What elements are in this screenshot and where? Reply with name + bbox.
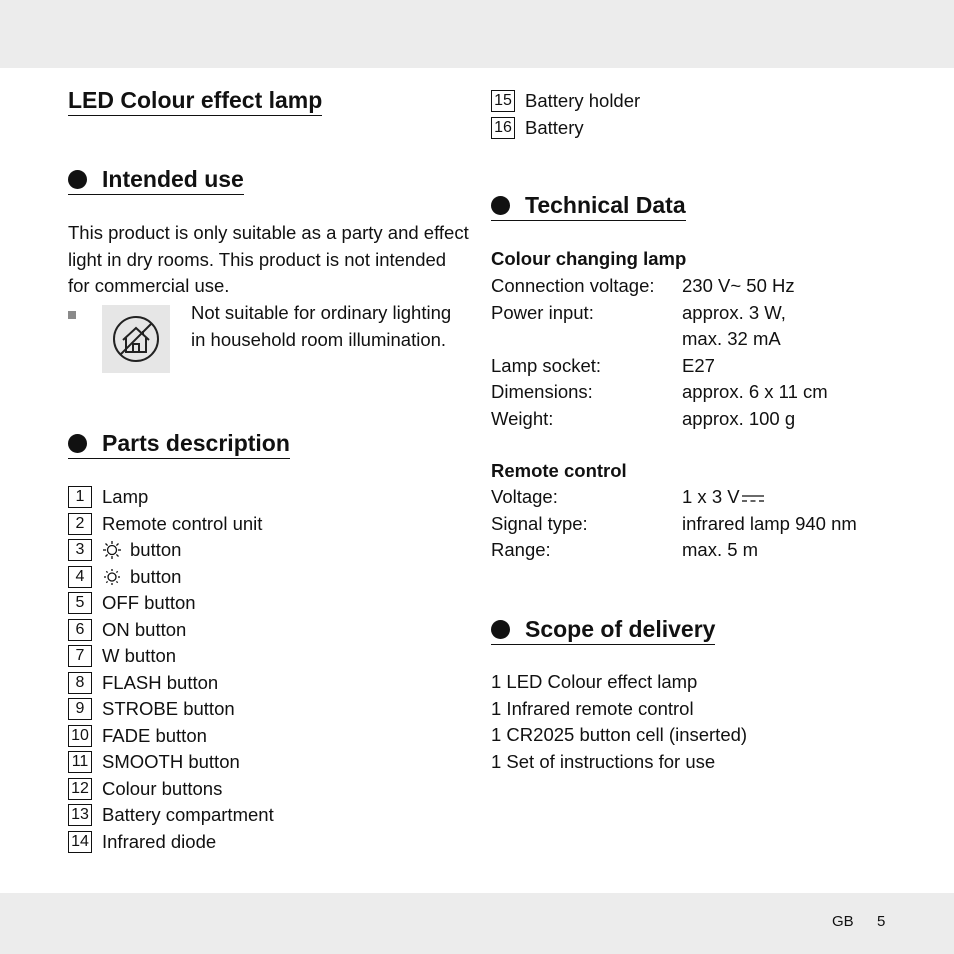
- spec-row: [491, 406, 828, 433]
- part-number: 8: [68, 672, 92, 694]
- scope-heading: [491, 615, 715, 645]
- spec-label: Weight:: [491, 407, 554, 429]
- part-label: Remote control unit: [102, 512, 263, 534]
- spec-label: Voltage:: [491, 486, 558, 507]
- spec-row: [491, 537, 857, 564]
- part-label: Battery holder: [525, 90, 641, 112]
- part-number: 16: [491, 117, 515, 139]
- list-item: [68, 723, 274, 750]
- spec-row: [491, 353, 828, 380]
- parts-list-continued: [491, 88, 640, 141]
- part-number: 7: [68, 645, 92, 667]
- lamp-specs: [491, 273, 828, 432]
- part-label: Battery: [525, 116, 584, 138]
- part-label: Battery compartment: [102, 804, 274, 826]
- spec-label: Signal type:: [491, 512, 588, 534]
- part-label: W button: [102, 645, 177, 667]
- scope-heading-text: Scope of delivery: [525, 616, 716, 642]
- part-number: 6: [68, 619, 92, 641]
- spec-label: Range:: [491, 539, 551, 560]
- country-code: GB: [832, 913, 854, 930]
- bullet-dot: [68, 170, 87, 189]
- spec-value: E27: [682, 354, 715, 376]
- spec-value: 230 V~ 50 Hz: [682, 275, 795, 296]
- part-number: 12: [68, 778, 92, 800]
- list-item: [491, 115, 640, 142]
- part-label: button: [130, 565, 182, 587]
- list-item: [491, 88, 640, 115]
- spec-row: [491, 326, 828, 353]
- part-number: 13: [68, 804, 92, 826]
- list-item: [68, 802, 274, 829]
- list-item: [68, 590, 274, 617]
- part-number: 10: [68, 725, 92, 747]
- part-label: Infrared diode: [102, 830, 217, 852]
- part-number: 11: [68, 751, 92, 773]
- part-number: 2: [68, 513, 92, 535]
- spec-value: approx. 6 x 11 cm: [682, 381, 828, 402]
- part-label: button: [130, 539, 182, 561]
- scope-list: [491, 669, 747, 775]
- spec-value: approx. 3 W,: [682, 301, 786, 323]
- spec-value: infrared lamp 940 nm: [682, 512, 857, 534]
- brightness-down-icon: [102, 567, 122, 587]
- part-number: 9: [68, 698, 92, 720]
- spec-label: Power input:: [491, 301, 594, 323]
- dc-symbol-icon: [741, 484, 765, 494]
- list-item: 1 Infrared remote control: [491, 697, 694, 719]
- part-label: SMOOTH button: [102, 751, 240, 773]
- list-item: [68, 749, 274, 776]
- bullet-dot: [491, 196, 510, 215]
- list-item: 1 LED Colour effect lamp: [491, 671, 698, 692]
- paragraph-line: This product is only suitable as a party and effect: [68, 222, 469, 243]
- part-label: FLASH button: [102, 671, 219, 693]
- bottom-band: [0, 893, 954, 954]
- parts-heading-text: Parts description: [102, 430, 290, 456]
- list-item: [68, 564, 274, 591]
- spec-label: Dimensions:: [491, 381, 593, 402]
- paragraph-line: for commercial use.: [68, 275, 230, 296]
- spec-row: [491, 484, 857, 511]
- part-number: 14: [68, 831, 92, 853]
- spec-row: [491, 511, 857, 538]
- list-item: [68, 617, 274, 644]
- intended-use-heading-text: Intended use: [102, 166, 244, 192]
- list-item: [68, 537, 274, 564]
- list-item: [68, 643, 274, 670]
- intended-use-heading: [68, 165, 244, 195]
- spec-row: [491, 273, 828, 300]
- brightness-up-icon: [102, 540, 122, 560]
- list-item: [68, 484, 274, 511]
- bullet-dot: [68, 434, 87, 453]
- intended-use-paragraph: [68, 220, 469, 300]
- list-item: [68, 511, 274, 538]
- spec-label: Connection voltage:: [491, 275, 655, 296]
- part-label: Colour buttons: [102, 777, 223, 799]
- spec-label: Lamp socket:: [491, 354, 602, 376]
- list-item: [68, 829, 274, 856]
- page-title: LED Colour effect lamp: [68, 86, 322, 116]
- technical-data-heading: [491, 191, 686, 221]
- part-number: 15: [491, 90, 515, 112]
- list-item: 1 Set of instructions for use: [491, 750, 716, 772]
- part-label: Lamp: [102, 486, 149, 508]
- top-band: [0, 0, 954, 68]
- part-label: STROBE button: [102, 698, 235, 720]
- spec-label: [491, 326, 682, 353]
- no-household-lighting-icon: [102, 305, 170, 373]
- warning-line: Not suitable for ordinary lighting: [191, 302, 452, 323]
- remote-subheading: Remote control: [491, 460, 627, 481]
- warning-line: in household room illumination.: [191, 328, 447, 350]
- technical-data-heading-text: Technical Data: [525, 192, 686, 218]
- part-number: 5: [68, 592, 92, 614]
- part-label: OFF button: [102, 592, 196, 614]
- list-item: [68, 776, 274, 803]
- part-number: 4: [68, 566, 92, 588]
- warning-text: [191, 300, 451, 353]
- lamp-subheading: Colour changing lamp: [491, 248, 687, 269]
- bullet-dot: [491, 620, 510, 639]
- parts-heading: [68, 429, 290, 459]
- list-item: [68, 696, 274, 723]
- page-number: 5: [877, 913, 886, 930]
- part-label: ON button: [102, 618, 187, 640]
- spec-value: max. 32 mA: [682, 328, 781, 349]
- spec-value: approx. 100 g: [682, 407, 796, 429]
- remote-specs: [491, 484, 857, 564]
- square-bullet: [68, 311, 76, 319]
- part-number: 1: [68, 486, 92, 508]
- paragraph-line: light in dry rooms. This product is not intended: [68, 248, 447, 270]
- part-label: FADE button: [102, 724, 207, 746]
- spec-row: [491, 300, 828, 327]
- spec-value: max. 5 m: [682, 539, 759, 560]
- list-item: [68, 670, 274, 697]
- list-item: 1 CR2025 button cell (inserted): [491, 724, 748, 745]
- spec-row: [491, 379, 828, 406]
- part-number: 3: [68, 539, 92, 561]
- spec-value: 1 x 3 V: [682, 486, 740, 507]
- parts-list: [68, 484, 274, 855]
